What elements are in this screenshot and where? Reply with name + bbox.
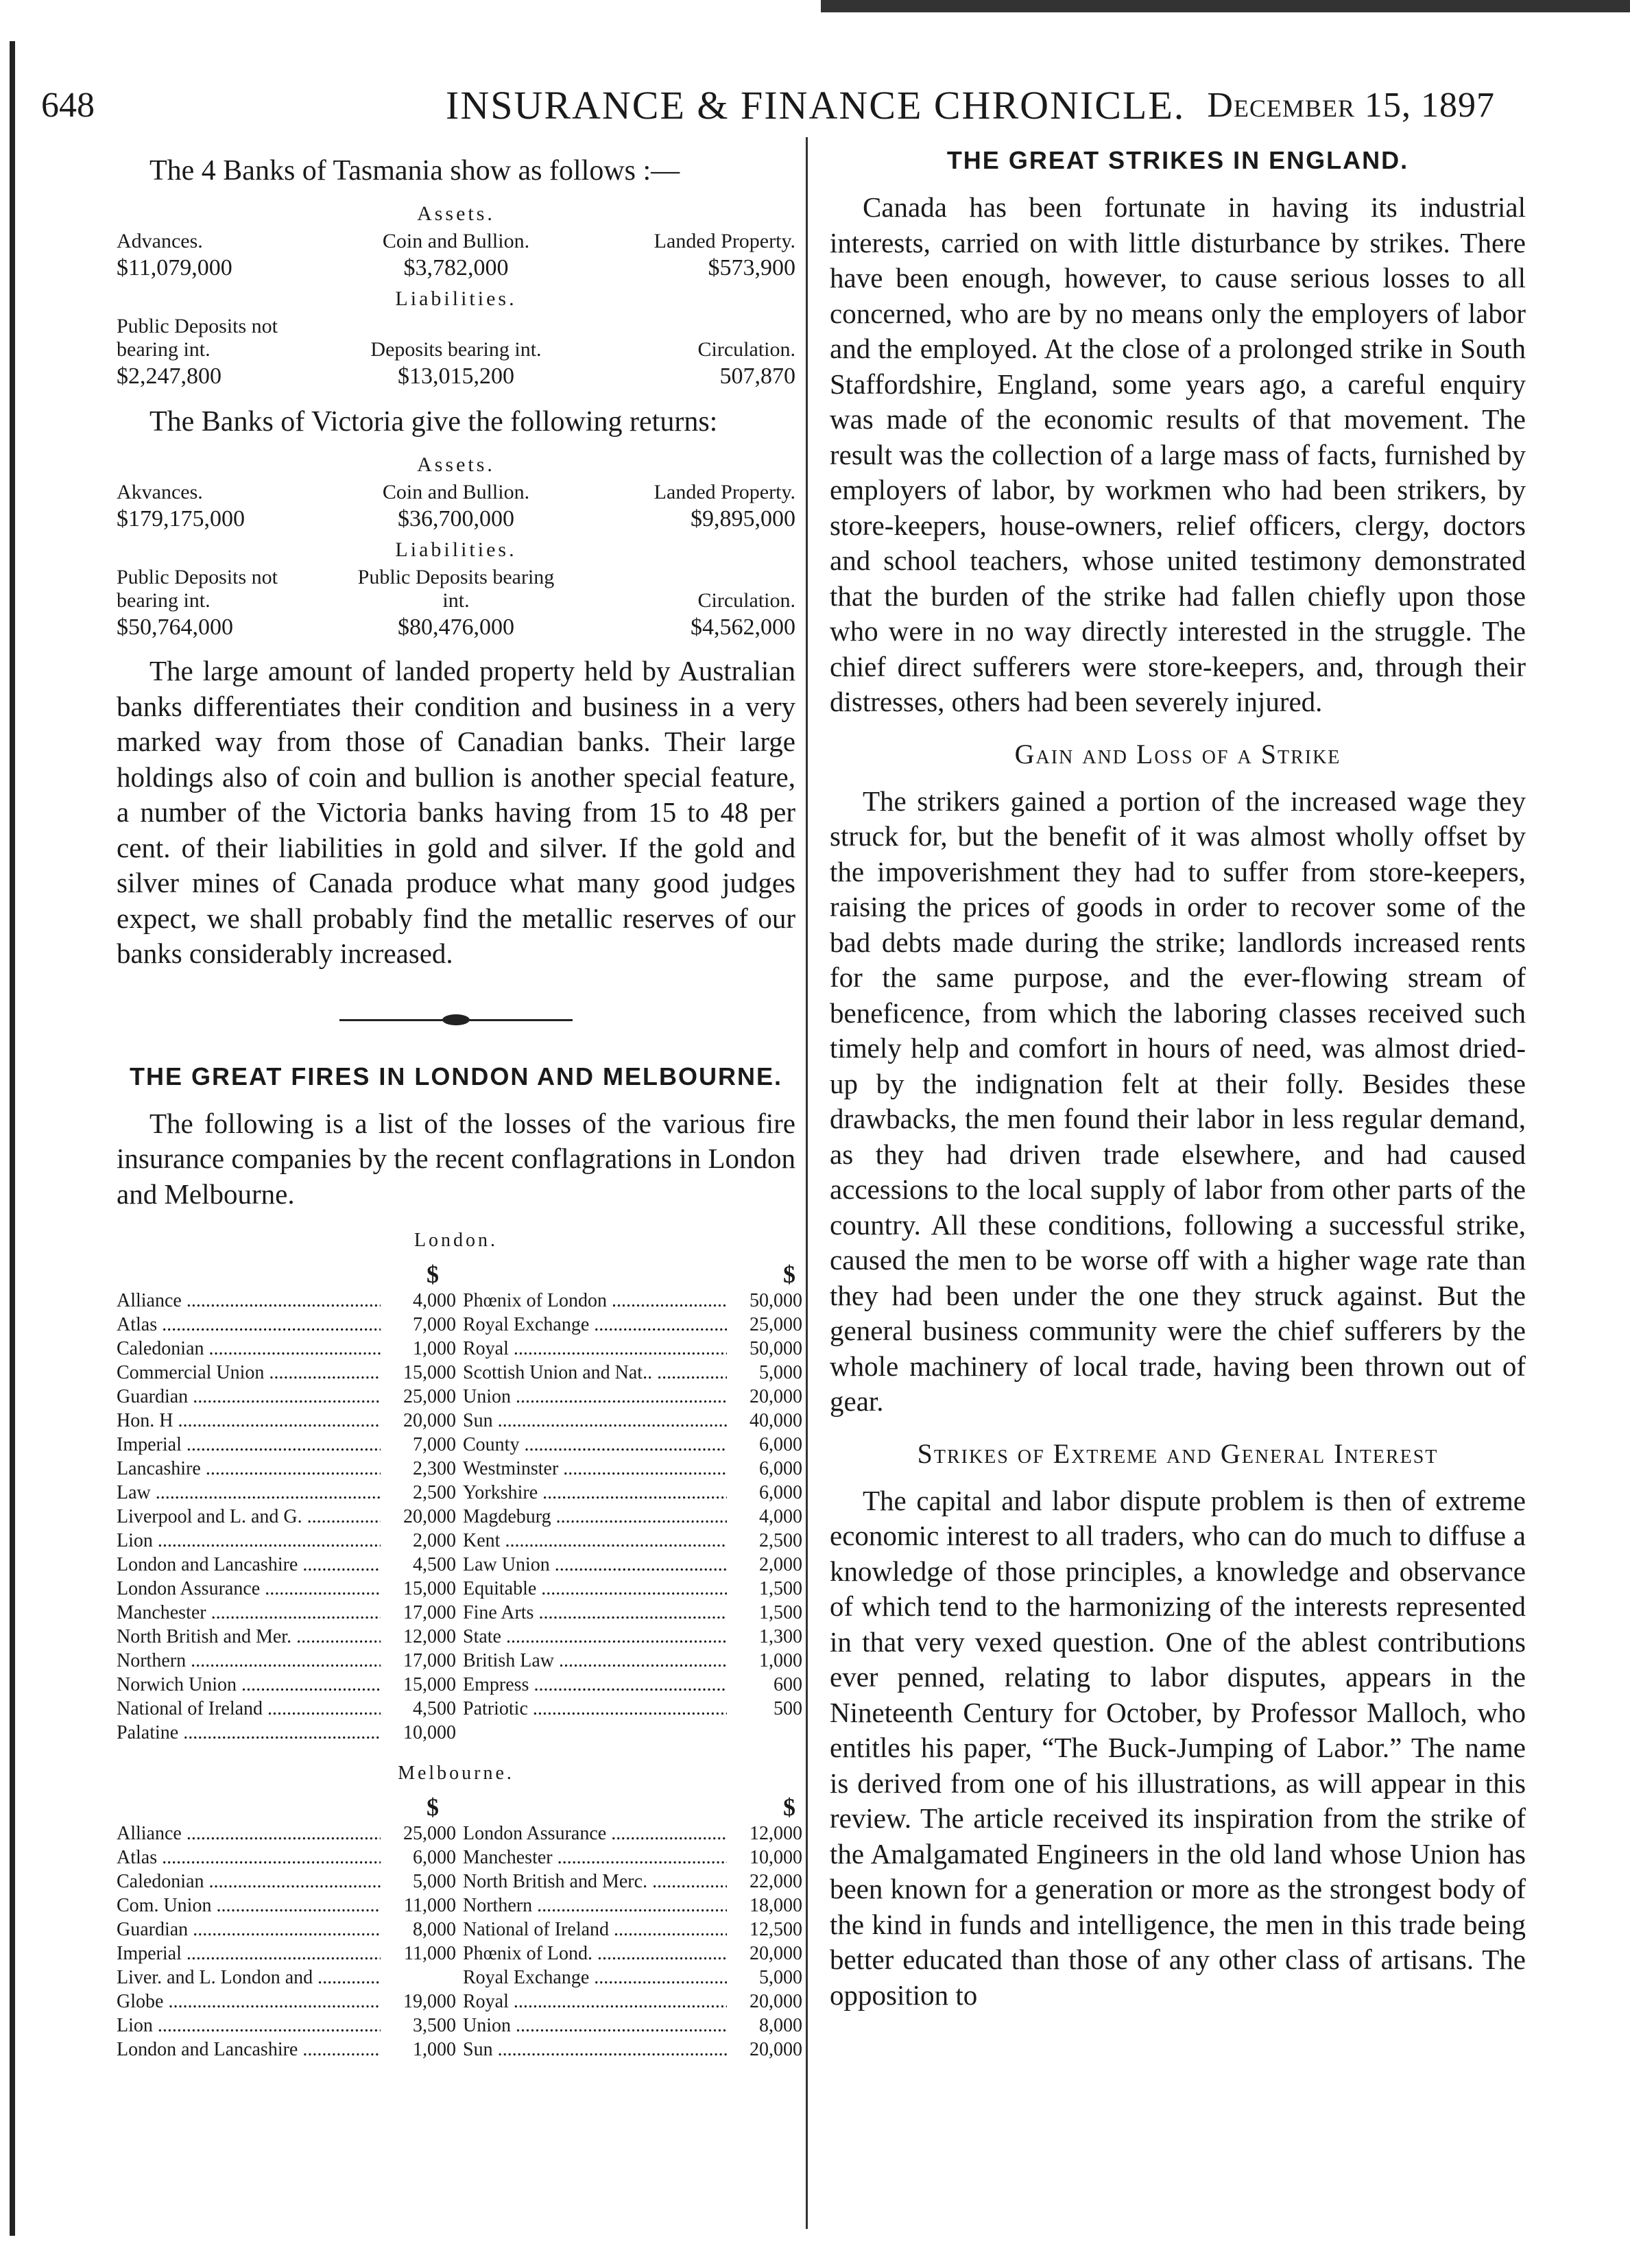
- strikes-heading: THE GREAT STRIKES IN ENGLAND.: [946, 146, 1409, 174]
- liabilities-label: Circulation.: [697, 589, 795, 612]
- fires-heading: THE GREAT FIRES IN LONDON AND MELBOURNE.: [130, 1062, 782, 1090]
- loss-row: [117, 1649, 802, 1673]
- section-ornament: [339, 1013, 573, 1027]
- loss-amount: [727, 1721, 802, 1745]
- right-column: [830, 141, 1526, 2013]
- loss-amount: 7,000: [413, 1434, 456, 1455]
- loss-row: [117, 1673, 802, 1697]
- loss-row: [117, 1337, 802, 1361]
- company-name: Westminster .....: [463, 1457, 727, 1481]
- assets-label: Landed Property.: [654, 230, 795, 252]
- loss-row: [117, 1966, 802, 1990]
- loss-row: [117, 1505, 802, 1529]
- assets-value: $9,895,000: [691, 506, 795, 532]
- company-name: British Law .....: [463, 1649, 727, 1673]
- assets-value: $3,782,000: [403, 255, 509, 280]
- tasmania-intro: The 4 Banks of Tasmania show as follows :—: [149, 155, 680, 187]
- liabilities-value: 507,870: [719, 363, 795, 389]
- loss-amount: 1,300: [759, 1626, 802, 1647]
- company-name: Empress .....: [463, 1673, 727, 1697]
- company-name: Globe .....: [117, 1990, 381, 2014]
- page-header: [41, 82, 1495, 144]
- company-name: Royal .....: [463, 1337, 727, 1361]
- company-name: Sun .....: [463, 1409, 727, 1433]
- loss-row: [117, 1625, 802, 1649]
- loss-amount: 6,000: [759, 1482, 802, 1503]
- company-name: National of Ireland .....: [117, 1697, 381, 1721]
- strikes-paragraph-3: The capital and labor dispute problem is then of extreme economic interest to all traders, who can do much to diffuse a knowledge of those principles, a knowledge and observance of which tend to the harmonizing of the interests represented in that very vexed question. One of the ablest contributions ever penned, relating to labor disputes, appears in the Nineteenth Century for October, by Professor Malloch, who entitles his paper, “The Buck-Jumping of Labor.” The name is derived from one of his illustrations, as will appear in this review. The article received its inspiration from the strike of the Amalgamated Engineers in the old land whose Union has been known for a generation or more as the strongest body of the kind in funds and intelligence, the men in this trade being better educated than those of any other class of artisans. The opposition to: [830, 1484, 1526, 2011]
- loss-amount: 18,000: [750, 1895, 802, 1916]
- loss-row: [117, 1385, 802, 1409]
- loss-row: [117, 1942, 802, 1966]
- company-name: Guardian .....: [117, 1385, 381, 1409]
- company-name: Hon. H .....: [117, 1409, 381, 1433]
- company-name: Liver. and L. London and .....: [117, 1966, 381, 1990]
- assets-caption: Assets.: [417, 202, 495, 225]
- loss-row: [117, 1457, 802, 1481]
- company-name: Patriotic .....: [463, 1697, 727, 1721]
- loss-amount: 25,000: [403, 1823, 456, 1844]
- loss-row: [117, 1918, 802, 1942]
- loss-row: [117, 1601, 802, 1625]
- liabilities-label: Circulation.: [697, 338, 795, 361]
- company-name: Atlas .....: [117, 1846, 381, 1870]
- liabilities-label: Deposits bearing int.: [370, 338, 542, 361]
- loss-row: [117, 1577, 802, 1601]
- currency-symbol: $: [427, 1793, 439, 1821]
- loss-amount: 2,300: [413, 1458, 456, 1479]
- loss-amount: 12,500: [750, 1919, 802, 1940]
- company-name: Lion .....: [117, 1529, 381, 1553]
- loss-amount: 20,000: [403, 1410, 456, 1431]
- company-name: Sun .....: [463, 2038, 727, 2062]
- loss-row: [117, 1409, 802, 1433]
- liabilities-label: Public Deposits not bearing int.: [117, 315, 278, 361]
- loss-amount: [381, 1966, 456, 1990]
- loss-amount: 500: [774, 1698, 802, 1719]
- loss-amount: 1,500: [759, 1578, 802, 1599]
- company-name: Alliance .....: [117, 1822, 381, 1846]
- currency-symbol: $: [783, 1793, 795, 1821]
- company-name: Lancashire .....: [117, 1457, 381, 1481]
- loss-amount: 20,000: [750, 2039, 802, 2060]
- publication-title: INSURANCE & FINANCE CHRONICLE.: [446, 83, 1186, 128]
- strikes-paragraph-2: The strikers gained a portion of the increased wage they struck for, but the benefit of it was almost wholly offset by the impoverishment they had to suffer from store-keepers, raising the prices of goods in order to recover some of the bad debts made during the strike; landlords increased rents for the same purpose, and the ever-flowing stream of beneficence, from which the laboring classes received such timely help and comfort in hours of need, was almost dried-up by the indignation felt at their folly. Besides these drawbacks, the men found their labor in less regular demand, as they had driven trade elsewhere, and had caused accessions to the local supply of labor from other parts of the country. All these conditions, following a successful strike, caused the men to be worse off with a higher wage rate than they had been under the one they struck against. But the general business community were the chief sufferers by the whole machinery of local trade, having been thrown out of gear.: [830, 785, 1526, 1417]
- company-name: Phœnix of Lond. .....: [463, 1942, 727, 1966]
- assets-value: $36,700,000: [398, 506, 514, 532]
- company-name: Com. Union .....: [117, 1894, 381, 1918]
- loss-row: [117, 1313, 802, 1337]
- company-name: Royal Exchange .....: [463, 1313, 727, 1337]
- company-name: North British and Merc. .....: [463, 1870, 727, 1894]
- loss-amount: 5,000: [759, 1967, 802, 1988]
- company-name: Law .....: [117, 1481, 381, 1505]
- page-number: 648: [41, 86, 95, 125]
- loss-row: [117, 1721, 795, 1745]
- loss-amount: 20,000: [750, 1386, 802, 1407]
- liabilities-row: [117, 566, 795, 643]
- loss-amount: 5,000: [759, 1362, 802, 1383]
- company-name: Imperial .....: [117, 1433, 381, 1457]
- loss-row: [117, 1433, 802, 1457]
- loss-amount: 22,000: [750, 1871, 802, 1892]
- company-name: London and Lancashire .....: [117, 1553, 381, 1577]
- loss-row: [117, 1822, 802, 1846]
- company-name: County .....: [463, 1433, 727, 1457]
- fires-intro: The following is a list of the losses of the various fire insurance companies by the recent conflagrations in London and Melbourne.: [117, 1107, 795, 1210]
- company-name: Fine Arts .....: [463, 1601, 727, 1625]
- loss-amount: 1,000: [759, 1650, 802, 1671]
- loss-amount: 12,000: [403, 1626, 456, 1647]
- loss-amount: 4,000: [759, 1506, 802, 1527]
- assets-value: $11,079,000: [117, 255, 232, 280]
- loss-amount: 6,000: [413, 1847, 456, 1868]
- loss-amount: 1,000: [413, 2039, 456, 2060]
- loss-amount: 8,000: [413, 1919, 456, 1940]
- currency-row: [117, 1260, 795, 1289]
- loss-amount: 15,000: [403, 1578, 456, 1599]
- company-name: London and Lancashire .....: [117, 2038, 381, 2062]
- company-name: Law Union .....: [463, 1553, 727, 1577]
- loss-amount: 17,000: [403, 1602, 456, 1623]
- loss-amount: 25,000: [750, 1314, 802, 1335]
- loss-amount: 4,500: [413, 1554, 456, 1575]
- column-rule: [806, 137, 808, 2229]
- extreme-interest-subheading: Strikes of Extreme and General Interest: [917, 1437, 1439, 1469]
- company-name: Kent .....: [463, 1529, 727, 1553]
- strikes-paragraph-1: Canada has been fortunate in having its industrial interests, carried on with little disturbance by strikes. There have been enough, however, to cause serious losses to all concerned, who are by no means only the employers of labor and the employed. At the close of a prolonged strike in South Staffordshire, England, some years ago, a careful enquiry was made of the economic results of that movement. The result was the collection of a large mass of facts, furnished by employers of labor, by workmen who had been strikers, by store-keepers, house-owners, relief officers, clergy, doctors and school teachers, whose united testimony demonstrated that the burden of the strike had fallen chiefly upon those who were in no way directly interested in the struggle. The chief direct sufferers were store-keepers, and, through their distresses, others had been severely injured.: [830, 191, 1526, 717]
- loss-amount: 15,000: [403, 1674, 456, 1695]
- loss-row: [117, 2038, 802, 2062]
- company-name: London Assurance .....: [463, 1822, 727, 1846]
- tasmania-table: [117, 202, 795, 392]
- assets-label: Advances.: [117, 230, 203, 252]
- company-name: Lion .....: [117, 2014, 381, 2038]
- company-name: Union .....: [463, 2014, 727, 2038]
- liabilities-row: [117, 315, 795, 392]
- company-name: Equitable .....: [463, 1577, 727, 1601]
- loss-amount: 50,000: [750, 1290, 802, 1311]
- loss-amount: 3,500: [413, 2015, 456, 2036]
- loss-amount: 11,000: [404, 1943, 456, 1964]
- liabilities-value: $50,764,000: [117, 614, 233, 640]
- company-name: Royal Exchange .....: [463, 1966, 727, 1990]
- liabilities-caption: Liabilities.: [395, 538, 517, 561]
- london-title: London.: [414, 1230, 499, 1251]
- loss-amount: 1,000: [413, 1338, 456, 1359]
- assets-label: Coin and Bullion.: [382, 481, 530, 503]
- loss-amount: 2,500: [413, 1482, 456, 1503]
- loss-row: [117, 1289, 802, 1313]
- loss-amount: 19,000: [403, 1991, 456, 2012]
- loss-amount: 2,000: [759, 1554, 802, 1575]
- loss-amount: 2,000: [413, 1530, 456, 1551]
- company-name: Northern .....: [463, 1894, 727, 1918]
- currency-symbol: $: [783, 1261, 795, 1288]
- loss-row: [117, 1361, 802, 1385]
- loss-row: [117, 1553, 802, 1577]
- page-edge: [10, 41, 15, 2236]
- loss-amount: 15,000: [403, 1362, 456, 1383]
- liabilities-value: $2,247,800: [117, 363, 221, 389]
- assets-row: [117, 230, 795, 283]
- loss-row: [117, 1481, 802, 1505]
- loss-amount: 11,000: [404, 1895, 456, 1916]
- company-name: London Assurance .....: [117, 1577, 381, 1601]
- loss-amount: 6,000: [759, 1458, 802, 1479]
- victoria-table: [117, 453, 795, 643]
- currency-row: [117, 1793, 795, 1822]
- loss-amount: 20,000: [750, 1943, 802, 1964]
- assets-row: [117, 481, 795, 534]
- loss-amount: 10,000: [750, 1847, 802, 1868]
- company-name: Union .....: [463, 1385, 727, 1409]
- melbourne-title: Melbourne.: [398, 1763, 514, 1784]
- loss-amount: 4,000: [413, 1290, 456, 1311]
- assets-value: $573,900: [708, 255, 795, 280]
- loss-amount: 5,000: [413, 1871, 456, 1892]
- loss-amount: 40,000: [750, 1410, 802, 1431]
- assets-label: Akvances.: [117, 481, 203, 503]
- loss-amount: 12,000: [750, 1823, 802, 1844]
- liabilities-value: $80,476,000: [398, 614, 514, 640]
- scan-border: [821, 0, 1630, 12]
- loss-amount: 8,000: [759, 2015, 802, 2036]
- liabilities-label: Public Deposits bearing int.: [357, 566, 555, 612]
- company-name: Manchester .....: [463, 1846, 727, 1870]
- company-name: National of Ireland .....: [463, 1918, 727, 1942]
- loss-amount: 17,000: [403, 1650, 456, 1671]
- loss-amount: 20,000: [750, 1991, 802, 2012]
- landed-property-paragraph: The large amount of landed property held by Australian banks differentiates their condition and business in a very marked way from those of Canadian banks. Their large holdings also of coin and bullion is another special feature, a number of the Victoria banks having from 15 to 48 per cent. of their liabilities in gold and silver. If the gold and silver mines of Canada produce what many good judges expect, we shall probably find the metallic reserves of our banks considerably increased.: [117, 655, 795, 969]
- currency-symbol: $: [427, 1261, 439, 1288]
- loss-row: [117, 2014, 802, 2038]
- liabilities-value: $4,562,000: [691, 614, 795, 640]
- loss-amount: 25,000: [403, 1386, 456, 1407]
- assets-label: Coin and Bullion.: [382, 230, 530, 252]
- loss-row: [117, 1529, 802, 1553]
- assets-label: Landed Property.: [654, 481, 795, 503]
- loss-amount: 1,500: [759, 1602, 802, 1623]
- assets-caption: Assets.: [417, 453, 495, 476]
- left-column: [117, 141, 802, 2062]
- company-name: Liverpool and L. and G. .....: [117, 1505, 381, 1529]
- company-name: Phœnix of London .....: [463, 1289, 727, 1313]
- assets-value: $179,175,000: [117, 506, 245, 532]
- company-name: Northern .....: [117, 1649, 381, 1673]
- loss-row: [117, 1990, 802, 2014]
- company-name: Commercial Union .....: [117, 1361, 381, 1385]
- company-name: Scottish Union and Nat.. .....: [463, 1361, 727, 1385]
- loss-amount: 50,000: [750, 1338, 802, 1359]
- company-name: Magdeburg .....: [463, 1505, 727, 1529]
- loss-row: [117, 1846, 802, 1870]
- company-name: North British and Mer. .....: [117, 1625, 381, 1649]
- loss-row: [117, 1697, 802, 1721]
- company-name: Royal .....: [463, 1990, 727, 2014]
- gain-loss-subheading: Gain and Loss of a Strike: [1014, 738, 1341, 769]
- liabilities-value: $13,015,200: [398, 363, 514, 389]
- company-name: Caledonian .....: [117, 1337, 381, 1361]
- victoria-intro: The Banks of Victoria give the following returns:: [149, 406, 718, 438]
- liabilities-label: Public Deposits not bearing int.: [117, 566, 278, 612]
- company-name: Alliance .....: [117, 1289, 381, 1313]
- company-name: State .....: [463, 1625, 727, 1649]
- loss-amount: 6,000: [759, 1434, 802, 1455]
- loss-row: [117, 1894, 802, 1918]
- company-name: Yorkshire .....: [463, 1481, 727, 1505]
- loss-amount: 600: [774, 1674, 802, 1695]
- issue-date: December 15, 1897: [1207, 86, 1495, 125]
- loss-amount: 20,000: [403, 1506, 456, 1527]
- company-name: Atlas .....: [117, 1313, 381, 1337]
- london-losses-list: [117, 1289, 802, 1745]
- loss-amount: 10,000: [403, 1722, 456, 1743]
- loss-amount: 4,500: [413, 1698, 456, 1719]
- loss-amount: 2,500: [759, 1530, 802, 1551]
- loss-amount: 7,000: [413, 1314, 456, 1335]
- melbourne-losses-list: [117, 1822, 802, 2062]
- company-name: Caledonian .....: [117, 1870, 381, 1894]
- company-name: Imperial .....: [117, 1942, 381, 1966]
- company-name: Manchester .....: [117, 1601, 381, 1625]
- loss-row: [117, 1870, 802, 1894]
- liabilities-caption: Liabilities.: [395, 287, 517, 310]
- company-name: Norwich Union .....: [117, 1673, 381, 1697]
- company-name: Palatine .....: [117, 1721, 381, 1745]
- company-name: Guardian .....: [117, 1918, 381, 1942]
